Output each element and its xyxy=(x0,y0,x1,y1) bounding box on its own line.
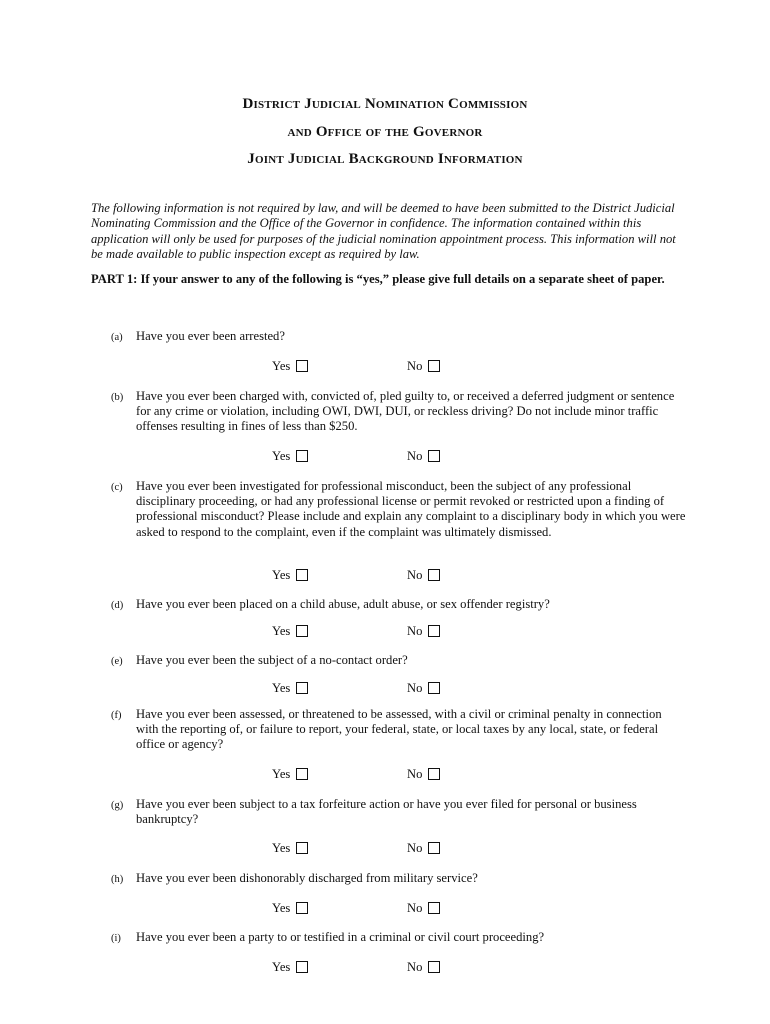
checkbox-yes-h[interactable] xyxy=(296,902,308,914)
answer-yes-i xyxy=(272,958,308,975)
no-label: No xyxy=(407,681,423,696)
yes-label: Yes xyxy=(272,568,291,583)
checkbox-yes-f[interactable] xyxy=(296,768,308,780)
title-line-1: District Judicial Nomination Commission xyxy=(242,96,528,112)
answer-yes-h xyxy=(272,899,308,916)
answer-yes-a xyxy=(272,357,308,374)
no-label: No xyxy=(407,901,423,916)
checkbox-no-d[interactable] xyxy=(428,625,440,637)
question-text: Have you ever been investigated for professional misconduct, been the subject of any professional disciplinary proceeding, or had any professional license or permit revoked or restricted upon a finding of professional misconduct? Please include and explain any complaint to a disciplinary body in which you were asked to respond to the complaint, even if the complaint was ultimately dismissed. xyxy=(136,479,686,539)
question-letter: (c) xyxy=(111,482,123,493)
answer-no-f xyxy=(407,765,440,782)
no-label: No xyxy=(407,449,423,464)
question-letter: (b) xyxy=(111,392,124,403)
yes-label: Yes xyxy=(272,681,291,696)
yes-label: Yes xyxy=(272,960,291,975)
answer-no-b xyxy=(407,447,440,464)
part-1-heading: PART 1: If your answer to any of the following is “yes,” please give full details on a separate sheet of paper. xyxy=(91,272,665,286)
question-text: Have you ever been assessed, or threatened to be assessed, with a civil or criminal penalty in connection with the reporting of, or failure to report, your federal, state, or local taxes by any local, state, or federal office or agency? xyxy=(136,707,662,752)
title-line-3: Joint Judicial Background Information xyxy=(247,151,523,167)
question-text: Have you ever been subject to a tax forfeiture action or have you ever filed for personal or business bankruptcy? xyxy=(136,797,637,827)
question-letter: (d) xyxy=(111,600,124,611)
answer-yes-e xyxy=(272,679,308,696)
checkbox-no-b[interactable] xyxy=(428,450,440,462)
answer-no-h xyxy=(407,899,440,916)
yes-label: Yes xyxy=(272,901,291,916)
checkbox-yes-c[interactable] xyxy=(296,569,308,581)
answer-no-i xyxy=(407,958,440,975)
no-label: No xyxy=(407,841,423,856)
answer-yes-f xyxy=(272,765,308,782)
question-letter: (g) xyxy=(111,800,124,811)
answer-yes-d xyxy=(272,622,308,639)
yes-label: Yes xyxy=(272,841,291,856)
question-letter: (h) xyxy=(111,874,124,885)
answer-no-g xyxy=(407,839,440,856)
question-text: Have you ever been dishonorably discharged from military service? xyxy=(136,871,478,885)
no-label: No xyxy=(407,359,423,374)
checkbox-yes-e[interactable] xyxy=(296,682,308,694)
question-text: Have you ever been charged with, convicted of, pled guilty to, or received a deferred judgment or sentence for any crime or violation, including OWI, DWI, DUI, or reckless driving? Do not include minor traffic offenses resulting in fines of less than $250. xyxy=(136,389,675,434)
question-letter: (f) xyxy=(111,710,122,721)
no-label: No xyxy=(407,624,423,639)
question-letter: (e) xyxy=(111,656,123,667)
no-label: No xyxy=(407,960,423,975)
checkbox-no-a[interactable] xyxy=(428,360,440,372)
question-text: Have you ever been the subject of a no-contact order? xyxy=(136,653,408,667)
yes-label: Yes xyxy=(272,767,291,782)
checkbox-yes-i[interactable] xyxy=(296,961,308,973)
answer-no-d xyxy=(407,622,440,639)
question-letter: (i) xyxy=(111,933,121,944)
no-label: No xyxy=(407,767,423,782)
intro-paragraph: The following information is not required by law, and will be deemed to have been submitted to the District Judicial Nominating Commission and the Office of the Governor in confidence. The information contained within this application will only be used for purposes of the judicial nomination appointment process. This information will not be made available to public inspection except as required by law. xyxy=(91,201,676,261)
checkbox-no-e[interactable] xyxy=(428,682,440,694)
checkbox-no-h[interactable] xyxy=(428,902,440,914)
checkbox-no-c[interactable] xyxy=(428,569,440,581)
no-label: No xyxy=(407,568,423,583)
question-text: Have you ever been a party to or testified in a criminal or civil court proceeding? xyxy=(136,930,545,944)
checkbox-yes-b[interactable] xyxy=(296,450,308,462)
checkbox-no-f[interactable] xyxy=(428,768,440,780)
yes-label: Yes xyxy=(272,359,291,374)
title-line-2: and Office of the Governor xyxy=(287,124,483,140)
question-letter: (a) xyxy=(111,332,123,343)
answer-no-e xyxy=(407,679,440,696)
answer-yes-g xyxy=(272,839,308,856)
answer-no-c xyxy=(407,566,440,583)
answer-yes-b xyxy=(272,447,308,464)
checkbox-no-g[interactable] xyxy=(428,842,440,854)
yes-label: Yes xyxy=(272,624,291,639)
checkbox-yes-d[interactable] xyxy=(296,625,308,637)
checkbox-no-i[interactable] xyxy=(428,961,440,973)
question-text: Have you ever been arrested? xyxy=(136,329,285,343)
answer-yes-c xyxy=(272,566,308,583)
yes-label: Yes xyxy=(272,449,291,464)
checkbox-yes-g[interactable] xyxy=(296,842,308,854)
checkbox-yes-a[interactable] xyxy=(296,360,308,372)
question-text: Have you ever been placed on a child abuse, adult abuse, or sex offender registry? xyxy=(136,597,550,611)
answer-no-a xyxy=(407,357,440,374)
